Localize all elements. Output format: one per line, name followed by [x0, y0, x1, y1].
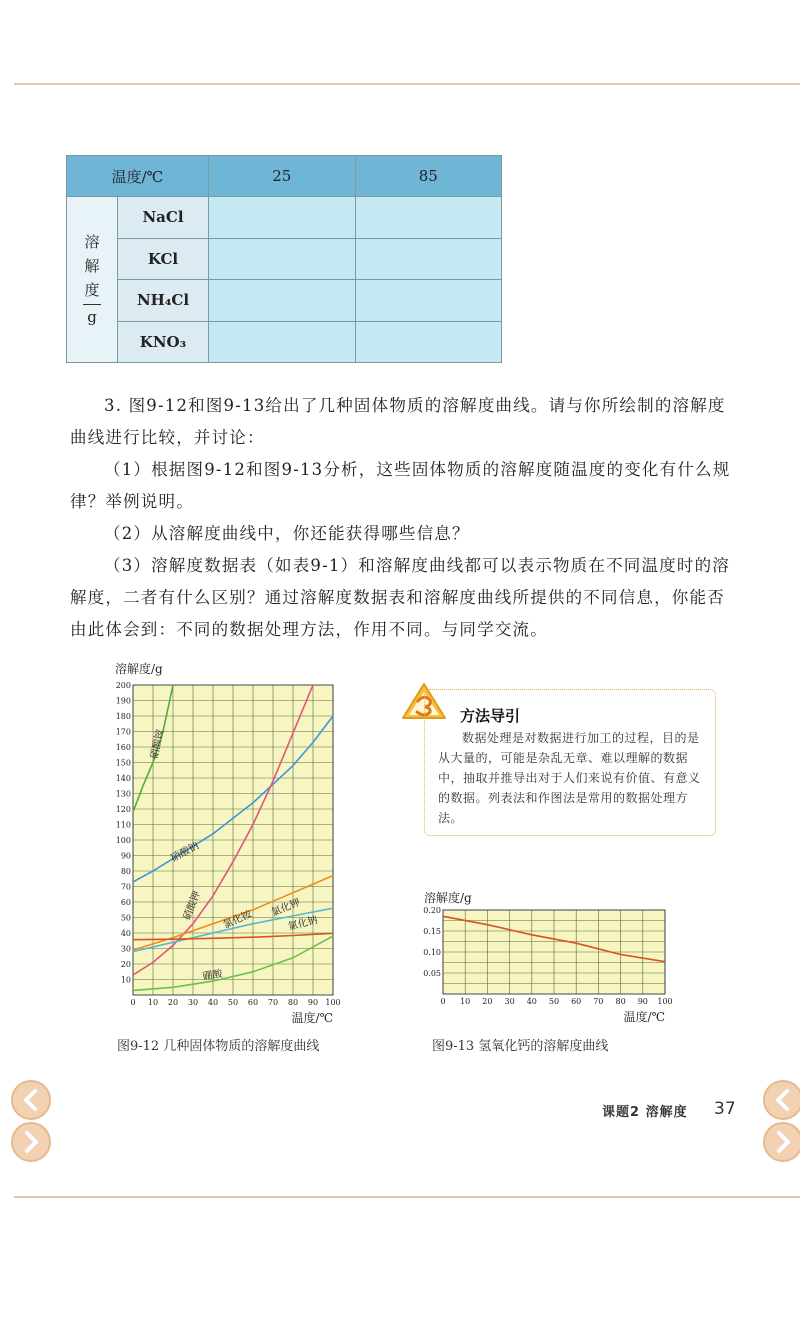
- y-tick-label: 150: [115, 758, 131, 768]
- table-cell: [355, 197, 502, 239]
- x-tick-label: 20: [167, 998, 179, 1007]
- y-axis-label: 溶解度/g: [115, 662, 163, 676]
- x-tick-label: 10: [460, 997, 471, 1006]
- y-axis-label: 溶解度/g: [424, 891, 472, 905]
- chevron-left-icon: [764, 1081, 800, 1119]
- bottom-rule: [14, 1196, 800, 1198]
- table-row-label: KCl: [118, 238, 209, 280]
- table-header-col-25: 25: [209, 156, 356, 197]
- side-char-3: 度: [84, 281, 100, 299]
- next-page-button[interactable]: [760, 1078, 800, 1168]
- x-tick-label: 80: [287, 998, 299, 1007]
- table-row-label: NH₄Cl: [118, 280, 209, 322]
- side-unit: g: [83, 304, 101, 329]
- x-tick-label: 100: [325, 998, 341, 1007]
- x-tick-label: 60: [247, 998, 259, 1007]
- figure-caption-9-12: 图9-12 几种固体物质的溶解度曲线: [117, 1039, 320, 1054]
- table-cell: [355, 321, 502, 363]
- x-tick-label: 30: [187, 998, 199, 1007]
- chevron-right-icon: [764, 1123, 800, 1161]
- x-tick-label: 40: [207, 998, 219, 1007]
- paragraph-sub-2: （2）从溶解度曲线中，你还能获得哪些信息？: [104, 524, 470, 543]
- series-label: 氯化钾: [270, 897, 302, 919]
- y-tick-label: 200: [115, 681, 131, 690]
- x-tick-label: 70: [593, 997, 604, 1006]
- x-tick-label: 90: [637, 997, 648, 1006]
- table-cell: [209, 321, 356, 363]
- series-label: 硝酸钠: [169, 840, 201, 865]
- chevron-up-icon: [12, 1081, 50, 1119]
- y-tick-label: 190: [115, 696, 131, 706]
- y-tick-label: 0.10: [423, 948, 441, 957]
- footer-lesson-title: 课题2 溶解度: [602, 1105, 688, 1120]
- chevron-down-icon: [12, 1123, 50, 1161]
- series-label: 氯化钠: [287, 914, 319, 933]
- table-row-label: NaCl: [118, 197, 209, 239]
- table-cell: [209, 238, 356, 280]
- x-tick-label: 20: [482, 997, 493, 1006]
- y-tick-label: 50: [120, 913, 131, 923]
- table-header-temperature: 温度/℃: [67, 156, 209, 197]
- y-tick-label: 140: [115, 774, 131, 783]
- x-tick-label: 0: [130, 998, 136, 1007]
- previous-page-button[interactable]: [8, 1078, 54, 1168]
- x-tick-label: 100: [657, 997, 673, 1006]
- y-tick-label: 130: [115, 789, 131, 799]
- table-cell: [355, 280, 502, 322]
- method-guide-title: 方法导引: [460, 707, 521, 725]
- y-tick-label: 0.15: [423, 927, 441, 936]
- table-cell: [209, 280, 356, 322]
- y-tick-label: 180: [115, 712, 131, 721]
- y-tick-label: 20: [120, 960, 131, 969]
- paragraph-sub-3: （3）溶解度数据表（如表9-1）和溶解度曲线都可以表示物质在不同温度时的溶解度，二者有什么区别？通过溶解度数据表和溶解度曲线所提供的不同信息，你能否由此体会到：不同的数据处理方法，作用不同。与同学交流。: [70, 556, 730, 639]
- x-axis-label: 温度/℃: [291, 1011, 333, 1025]
- y-tick-label: 10: [120, 975, 131, 985]
- table-side-label: [67, 197, 118, 363]
- side-char-1: 溶: [84, 233, 100, 251]
- y-tick-label: 170: [115, 727, 131, 737]
- x-tick-label: 40: [526, 997, 537, 1006]
- table-cell: [355, 238, 502, 280]
- side-char-2: 解: [84, 257, 100, 275]
- y-tick-label: 0.05: [423, 969, 441, 978]
- y-tick-label: 90: [120, 851, 131, 861]
- x-tick-label: 90: [307, 998, 319, 1007]
- y-tick-label: 110: [115, 820, 131, 830]
- series-label: 硝酸钾: [181, 889, 204, 922]
- table-header-col-85: 85: [355, 156, 502, 197]
- top-rule: [14, 83, 800, 85]
- table-row-label: KNO₃: [118, 321, 209, 363]
- y-tick-label: 80: [120, 867, 131, 876]
- x-tick-label: 10: [147, 998, 159, 1007]
- x-tick-label: 70: [267, 998, 279, 1007]
- solubility-chart-9-12: [100, 655, 350, 1025]
- x-tick-label: 60: [571, 997, 582, 1006]
- y-tick-label: 120: [115, 805, 131, 814]
- y-tick-label: 60: [120, 898, 131, 907]
- y-tick-label: 0.20: [423, 906, 441, 915]
- page-number: 37: [714, 1099, 736, 1119]
- x-tick-label: 50: [227, 998, 239, 1007]
- method-guide-body: 数据处理是对数据进行加工的过程，目的是从大量的，可能是杂乱无章、难以理解的数据中，抽取并推导出对于人们来说有价值、有意义的数据。列表法和作图法是常用的数据处理方法。: [438, 731, 701, 825]
- x-tick-label: 30: [504, 997, 515, 1006]
- paragraph-question-3: 3. 图9-12和图9-13给出了几种固体物质的溶解度曲线。请与你所绘制的溶解度曲线进行比较，并讨论：: [70, 396, 726, 447]
- series-label: 氯化铵: [221, 908, 254, 932]
- y-tick-label: 160: [115, 743, 131, 752]
- table-cell: [209, 197, 356, 239]
- y-tick-label: 40: [120, 929, 131, 938]
- x-tick-label: 50: [548, 997, 560, 1006]
- solubility-table: [66, 155, 502, 363]
- y-tick-label: 100: [115, 836, 131, 845]
- y-tick-label: 70: [120, 882, 131, 892]
- series-label: 硼酸: [201, 968, 224, 983]
- x-tick-label: 80: [615, 997, 626, 1006]
- figure-caption-9-13: 图9-13 氢氧化钙的溶解度曲线: [432, 1039, 609, 1054]
- series-label: 硝酸铵: [149, 728, 167, 761]
- y-tick-label: 30: [120, 944, 131, 954]
- calcium-hydroxide-chart-9-13: [410, 885, 690, 1025]
- paragraph-sub-1: （1）根据图9-12和图9-13分析，这些固体物质的溶解度随温度的变化有什么规律？举例说明。: [70, 460, 731, 511]
- x-tick-label: 0: [440, 997, 446, 1006]
- x-axis-label: 温度/℃: [623, 1010, 665, 1024]
- question-text: [70, 390, 742, 646]
